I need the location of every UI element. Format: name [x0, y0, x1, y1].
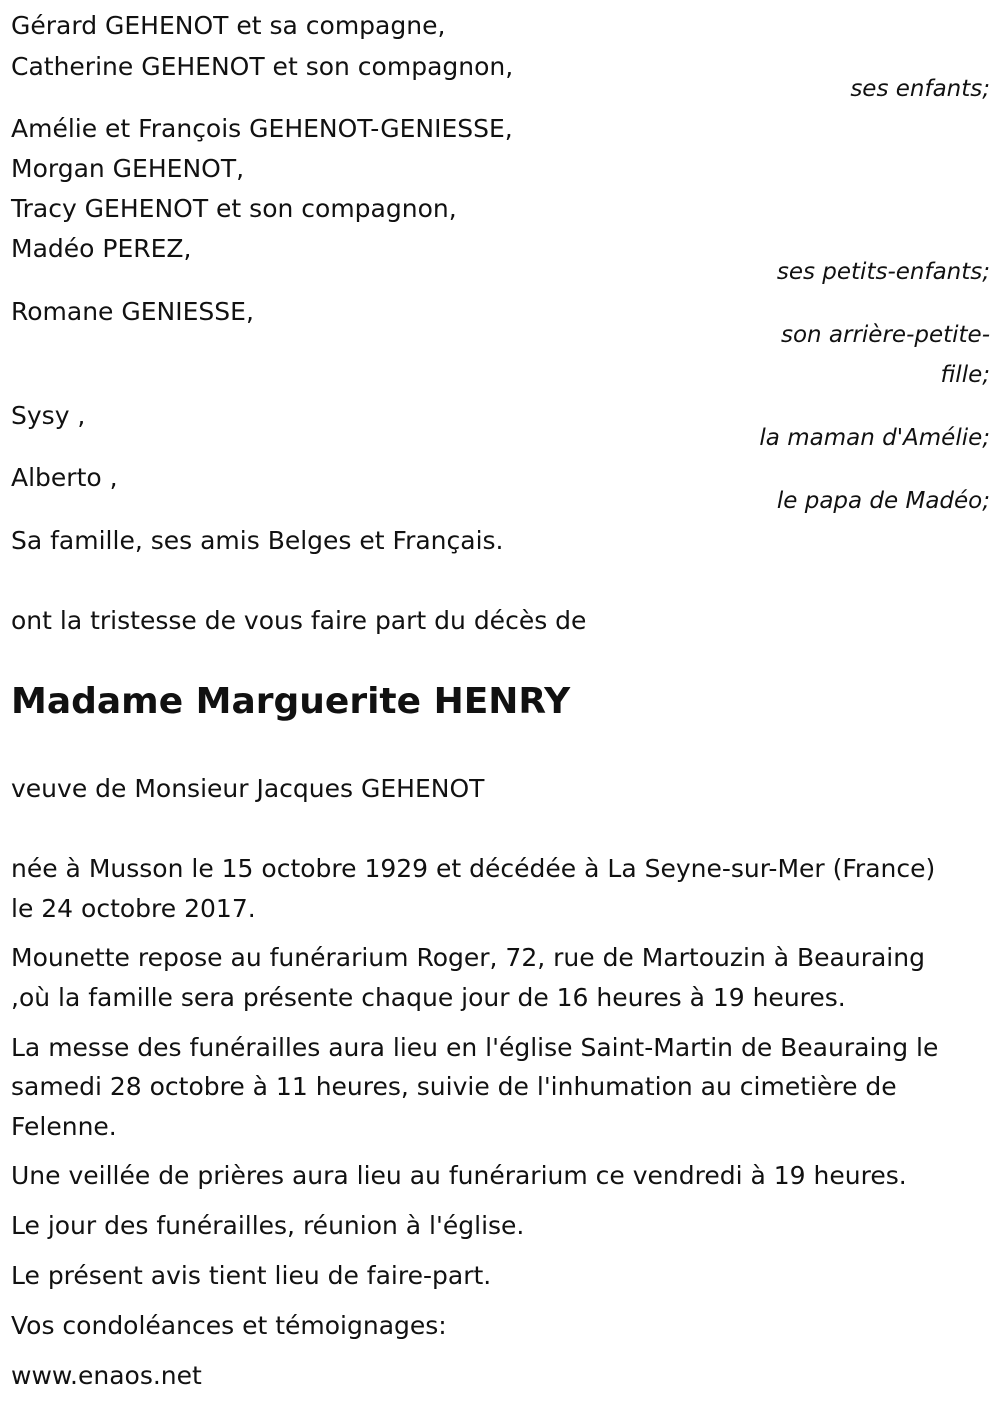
- great-grandchild-role-1: son arrière-petite-: [780, 322, 990, 348]
- rest-line-2: ,où la famille sera présente chaque jour de 16 heures à 19 heures.: [11, 983, 846, 1012]
- rest-line-1: Mounette repose au funérarium Roger, 72, rue de Martouzin à Beauraing: [11, 943, 925, 972]
- meeting: Le jour des funérailles, réunion à l'église.: [11, 1211, 525, 1240]
- notice: Le présent avis tient lieu de faire-part.: [11, 1261, 492, 1290]
- alberto-role: le papa de Madéo;: [776, 488, 990, 514]
- great-grandchild-role-2: fille;: [940, 362, 990, 388]
- grandchild-3: Tracy GEHENOT et son compagnon,: [11, 194, 457, 223]
- mass-line-3: Felenne.: [11, 1112, 117, 1141]
- alberto: Alberto ,: [11, 463, 118, 492]
- announcement: ont la tristesse de vous faire part du décès de: [11, 606, 587, 635]
- deceased-name: Madame Marguerite HENRY: [11, 681, 571, 722]
- sysy-role: la maman d'Amélie;: [759, 425, 990, 451]
- mass-line-2: samedi 28 octobre à 11 heures, suivie de l'inhumation au cimetière de: [11, 1072, 897, 1101]
- grandchild-1: Amélie et François GEHENOT-GENIESSE,: [11, 114, 513, 143]
- website-link[interactable]: www.enaos.net: [11, 1361, 202, 1390]
- great-grandchild: Romane GENIESSE,: [11, 297, 254, 326]
- friends-line: Sa famille, ses amis Belges et Français.: [11, 526, 504, 555]
- sysy: Sysy ,: [11, 401, 86, 430]
- birth-death-2: le 24 octobre 2017.: [11, 894, 256, 923]
- vigil: Une veillée de prières aura lieu au funérarium ce vendredi à 19 heures.: [11, 1161, 907, 1190]
- birth-death-1: née à Musson le 15 octobre 1929 et décédée à La Seyne-sur-Mer (France): [11, 854, 936, 883]
- grandchildren-role: ses petits-enfants;: [776, 259, 990, 285]
- family-child-2: Catherine GEHENOT et son compagnon,: [11, 52, 514, 81]
- mass-line-1: La messe des funérailles aura lieu en l'église Saint-Martin de Beauraing le: [11, 1033, 939, 1062]
- family-child-1: Gérard GEHENOT et sa compagne,: [11, 11, 446, 40]
- widow-of: veuve de Monsieur Jacques GEHENOT: [11, 774, 485, 803]
- grandchild-2: Morgan GEHENOT,: [11, 154, 245, 183]
- grandchild-4: Madéo PEREZ,: [11, 234, 192, 263]
- children-role: ses enfants;: [850, 76, 990, 102]
- condolences: Vos condoléances et témoignages:: [11, 1311, 447, 1340]
